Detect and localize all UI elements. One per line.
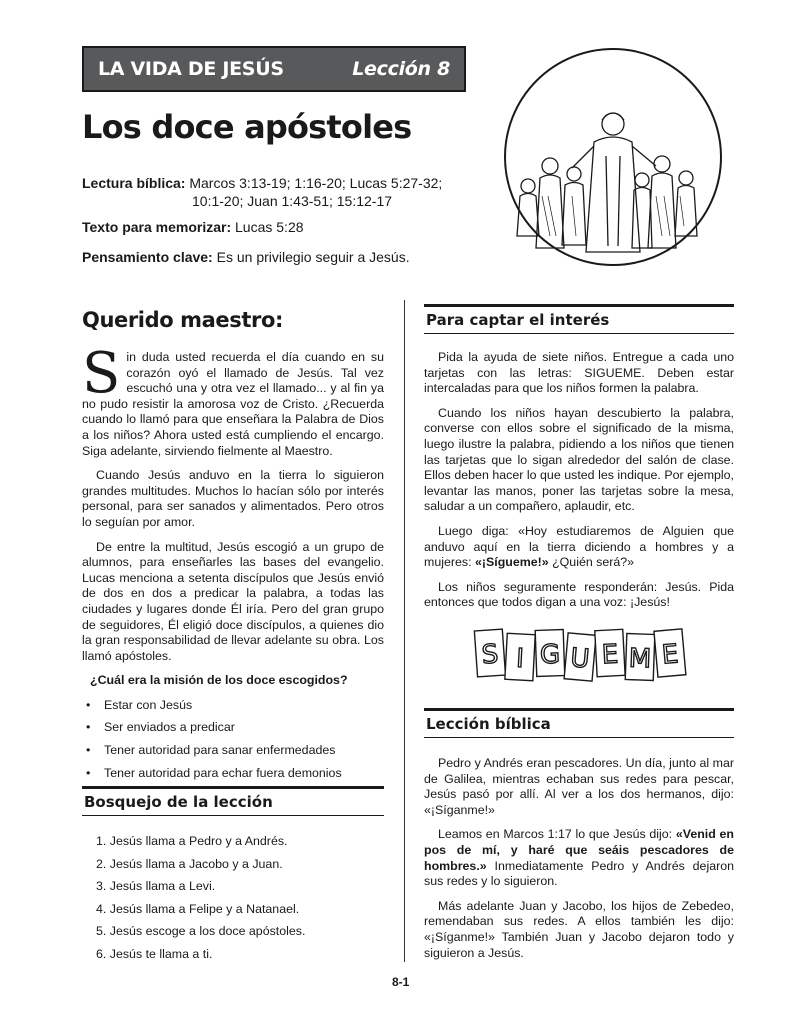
intro-paragraph [82, 341, 384, 459]
list-item: • Estar con Jesús [82, 698, 384, 714]
list-item: 4. Jesús llama a Felipe y a Natanael. [96, 901, 300, 916]
outline-list [82, 834, 384, 963]
outline-heading: Bosquejo de la lección [82, 786, 384, 816]
quote-tail: ¿Quién será?» [548, 555, 635, 570]
list-item: • Tener autoridad para echar fuera demonios [82, 766, 384, 782]
card-letter: M [628, 643, 652, 675]
key-value: Es un privilegio seguir a Jesús. [216, 249, 410, 265]
reading-block [82, 174, 442, 210]
memory-label: Texto para memorizar: [82, 219, 232, 235]
letter-card [564, 633, 596, 681]
card-letter: U [569, 643, 591, 675]
letter-card [535, 630, 565, 677]
sigueme-cards-illustration [468, 620, 688, 690]
intro-text: in duda usted recuerda el día cuando en su corazón oyó el llamado de Jesús. Tal vez escuchó una y otra vez el llamado... y al fin ya no pudo resistir la amorosa voz de Cristo. ¿Recuerda cuando lo llamó para que enseñara la Palabra de Dios a los niños? Ahora usted está cumpliendo el encargo. Siga adelante, sirviendo fielmente al Maestro. [82, 350, 384, 458]
mission-question: ¿Cuál era la misión de los doce escogidos? [90, 673, 348, 688]
mission-list [82, 698, 384, 781]
series-title: LA VIDA DE JESÚS [98, 58, 284, 80]
page-title: Los doce apóstoles [82, 108, 412, 146]
paragraph-twelve: De entre la multitud, Jesús escogió a un grupo de alumnos, para enseñarles las bases del evangelio. Lucas menciona a setenta discípulos que Jesús envió de dos en dos a predicar la palabra, a todas las ciudades y lugares donde Él iría. Pero del gran grupo de seguidores, Él eligió doce discípulos, a quienes dio la gran responsabilidad de llevar adelante su obra. Los llamó apóstoles. [82, 539, 384, 663]
interest-paragraph-1: Pida la ayuda de siete niños. Entregue a cada uno tarjetas con las letras: SIGUEME. Deben estar intercaladas para que los niños formen la palabra. [424, 350, 734, 396]
interest-paragraph-2: Cuando los niños hayan descubierto la palabra, converse con ellos sobre el significado de la misma, luego ilustre la palabra, pidiendo a los niños que tienen las tarjetas que lo sigan alrededor del salón de clase. Ellos deben hacer lo que usted les indique. Por ejemplo, levantar las manos, poner las tarjetas sobre la mesa, saludar a un compañero, aplaudir, etc. [424, 405, 734, 514]
list-item: 5. Jesús escoge a los doce apóstoles. [96, 924, 306, 939]
memory-block [82, 218, 304, 236]
key-label: Pensamiento clave: [82, 249, 213, 265]
bible-paragraph-3: Más adelante Juan y Jacobo, los hijos de Zebedeo, remendaban sus redes. A ellos también les dijo: «¡Síganme!» También Juan y Jacobo dejaron todo y siguieron a Jesús. [424, 898, 734, 960]
verse-tail: Inmediatamente Pedro y Andrés dejaron sus redes y lo siguieron. [424, 858, 734, 889]
card-letter: E [660, 639, 680, 671]
list-item: • Ser enviados a predicar [82, 720, 384, 736]
letter-card [474, 629, 505, 677]
verse-quote: «Venid en pos de mí, y haré que seáis pescadores de hombres.» [424, 827, 734, 873]
card-letter: S [480, 639, 500, 671]
reading-label: Lectura bíblica: [82, 175, 186, 191]
reading-line1: Marcos 3:13-19; 1:16-20; Lucas 5:27-32; [189, 175, 443, 191]
outline-block [82, 834, 384, 970]
list-item: 3. Jesús llama a Levi. [96, 879, 216, 894]
memory-value: Lucas 5:28 [235, 219, 304, 235]
bible-paragraph-2 [424, 827, 734, 889]
card-letter: I [515, 643, 525, 675]
letter-card [595, 629, 625, 676]
list-item: 1. Jesús llama a Pedro y a Andrés. [96, 834, 288, 848]
page-number: 8-1 [392, 975, 410, 989]
interest-paragraph-3 [424, 524, 734, 571]
lesson-number: Lección 8 [352, 58, 450, 80]
list-item: • Tener autoridad para sanar enfermedades [82, 743, 384, 759]
list-item: 2. Jesús llama a Jacobo y a Juan. [96, 856, 283, 871]
letter-card [505, 633, 535, 680]
interest-block [424, 350, 734, 620]
list-item: 6. Jesús te llama a ti. [96, 946, 213, 961]
verse-lead: Leamos en Marcos 1:17 lo que Jesús dijo: [438, 827, 676, 842]
paragraph-multitudes: Cuando Jesús anduvo en la tierra lo siguieron grandes multitudes. Muchos lo hacían sólo por interés personal, para ser sanados y alimentados. Pero otros lo seguían por amor. [82, 468, 384, 529]
series-header [82, 46, 466, 92]
bible-paragraph-1: Pedro y Andrés eran pescadores. Un día, junto al mar de Galilea, mientras echaban sus redes para pescar, Jesús pasó por allí. Al ver a los dos hermanos, dijo: «¡Síganme!» [424, 756, 734, 817]
reading-line2: 10:1-20; Juan 1:43-51; 15:12-17 [192, 193, 393, 209]
bible-lesson-block [424, 756, 734, 970]
key-thought-block [82, 248, 410, 266]
card-letter: G [539, 639, 561, 671]
jesus-crowd-illustration [502, 46, 724, 268]
letter-card [654, 629, 686, 677]
dear-teacher-heading: Querido maestro: [82, 308, 283, 332]
left-column [82, 341, 384, 788]
interest-paragraph-4: Los niños seguramente responderán: Jesús. Pida entonces que todos digan a una voz: ¡Jesús! [424, 579, 734, 610]
quote-lead: Luego diga: «Hoy estudiaremos de Alguien que anduvo aquí en la tierra diciendo a hombres y a mujeres: [424, 523, 734, 570]
follow-me-quote: «¡Sígueme!» [474, 555, 549, 570]
letter-card [625, 634, 655, 681]
bible-lesson-heading: Lección bíblica [424, 708, 734, 738]
card-letter: E [601, 639, 620, 671]
column-divider [404, 300, 405, 962]
drop-cap: S [82, 341, 121, 406]
interest-heading: Para captar el interés [424, 304, 734, 334]
